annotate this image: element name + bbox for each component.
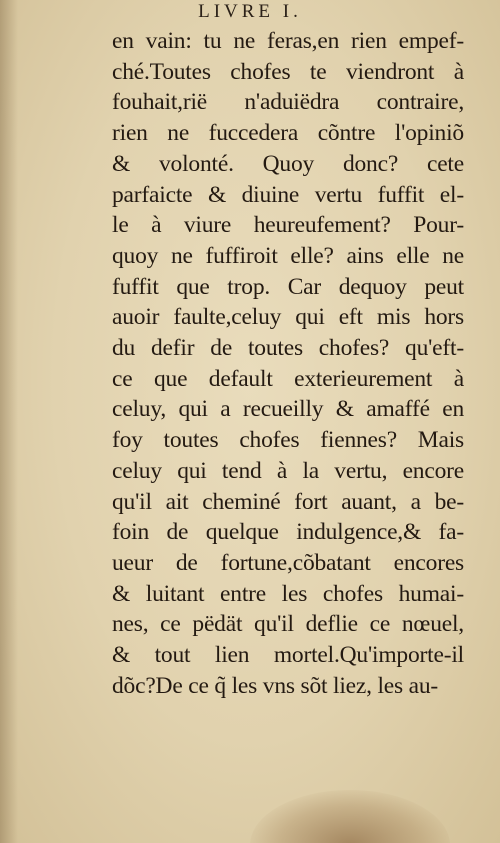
text-line: nes, ce pëdät qu'il deflie ce nœuel, bbox=[112, 611, 464, 638]
text-line: celuy qui tend à la vertu, encore bbox=[112, 457, 464, 484]
text-line: ueur de fortune,cõbatant encores bbox=[112, 549, 464, 576]
text-line: le à viure heureufement? Pour- bbox=[112, 212, 464, 239]
text-line: fouhait,rië n'aduiëdra contraire, bbox=[112, 89, 464, 116]
text-line: du defir de toutes chofes? qu'eft- bbox=[112, 335, 464, 362]
gutter-shadow bbox=[0, 0, 18, 843]
text-line: celuy, qui a recueilly & amaffé en bbox=[112, 396, 464, 423]
text-line: foy toutes chofes fiennes? Mais bbox=[112, 427, 464, 454]
body-text bbox=[112, 26, 464, 701]
text-line: & tout lien mortel.Qu'importe-il bbox=[112, 642, 464, 669]
text-line: parfaicte & diuine vertu fuffit el- bbox=[112, 181, 464, 208]
text-line: quoy ne fuffiroit elle? ains elle ne bbox=[112, 242, 464, 269]
text-line: rien ne fuccedera cõntre l'opiniõ bbox=[112, 120, 464, 147]
text-line: en vain: tu ne feras,en rien empef- bbox=[112, 28, 464, 54]
text-line: auoir faulte,celuy qui eft mis hors bbox=[112, 304, 464, 331]
text-line: ce que default exterieurement à bbox=[112, 365, 464, 392]
text-line: dõc?De ce q̃ les vns sõt liez, les au- bbox=[112, 672, 439, 699]
text-line: qu'il ait cheminé fort auant, a be- bbox=[112, 488, 464, 515]
running-head: LIVRE I. bbox=[198, 1, 302, 22]
text-line: & luitant entre les chofes humai- bbox=[112, 580, 464, 607]
text-line: foin de quelque indulgence,& fa- bbox=[112, 519, 464, 546]
text-line: fuffit que trop. Car dequoy peut bbox=[112, 273, 464, 300]
paper-stain bbox=[250, 790, 450, 843]
text-line: ché.Toutes chofes te viendront à bbox=[112, 58, 464, 85]
text-line: & volonté. Quoy donc? cete bbox=[112, 150, 464, 177]
